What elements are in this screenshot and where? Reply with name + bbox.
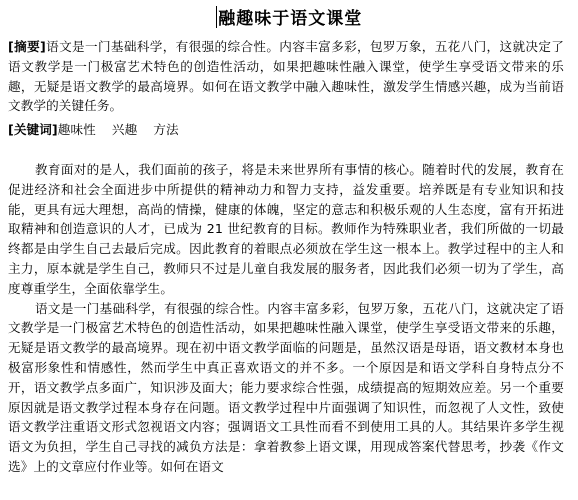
keyword: 兴趣 (111, 122, 138, 137)
keywords-label: [关键词] (8, 122, 58, 137)
abstract-paragraph (8, 37, 564, 116)
article-title: 融趣味于语文课堂 (218, 9, 363, 29)
body-paragraph: 语文是一门基础科学，有很强的综合性。内容丰富多彩，包罗万象，五花八门，这就决定了语文教学是一门极富艺术特色的创造性活动，如果把趣味性融入课堂，使学生享受语文带来的乐趣，无疑是语文教学的最高境界。现在初中语文教学面临的问题是，虽然汉语是母语，语文教材本身也极富形象性和情感性，然而学生中真正喜欢语文的并不多。一个原因是和语文学科自身特点分不开，语文教学点多面广，知识涉及面大；能力要求综合性强，成绩提高的短期效应差。另一个重要原因就是语文教学过程本身存在问题。语文教学过程中片面强调了知识性，而忽视了人文性，致使语文教学注重语文形式忽视语文内容；强调语文工具性而看不到使用工具的人。其结果许多学生视语文为负担，学生自己寻找的减负方法是：拿着教参上语文课，用现成答案代替思考，抄袭《作文选》上的文章应付作业等。如何在语文 (8, 300, 564, 474)
keywords-paragraph (8, 120, 564, 140)
article-title-line (0, 6, 578, 32)
abstract-label: [摘要] (8, 39, 46, 54)
body-paragraph: 教育面对的是人，我们面前的孩子，将是未来世界所有事情的核心。随着时代的发展，教育在促进经济和社会全面进步中所提供的精神动力和智力支持，益发重要。培养既是有专业知识和技能，更具有远大理想，高尚的情操，健康的体魄，坚定的意志和积极乐观的人生态度，富有开拓进取精神和创造意识的人才，已成为 21 世纪教育的目标。教师作为特殊职业者，我们所做的一切最终都是由学生自己去最后完成。因此教育的着眼点必须放在学生这一根本上。教学过程中的主人和主力，原本就是学生自己，教师只不过是儿童自我发展的服务者，因此我们必须一切为了学生，高度尊重学生，全面依靠学生。 (8, 162, 564, 296)
keyword: 趣味性 (57, 122, 96, 137)
article-body (8, 160, 564, 477)
abstract-text: 语文是一门基础科学，有很强的综合性。内容丰富多彩，包罗万象，五花八门，这就决定了语文教学是一门极富艺术特色的创造性活动，如果把趣味性融入课堂，使学生享受语文带来的乐趣，无疑是语文教学的最高境界。如何在语文教学中融入趣味性，激发学生情感兴趣，成为当前语文教学的关键任务。 (8, 39, 565, 114)
keyword: 方法 (153, 122, 179, 137)
